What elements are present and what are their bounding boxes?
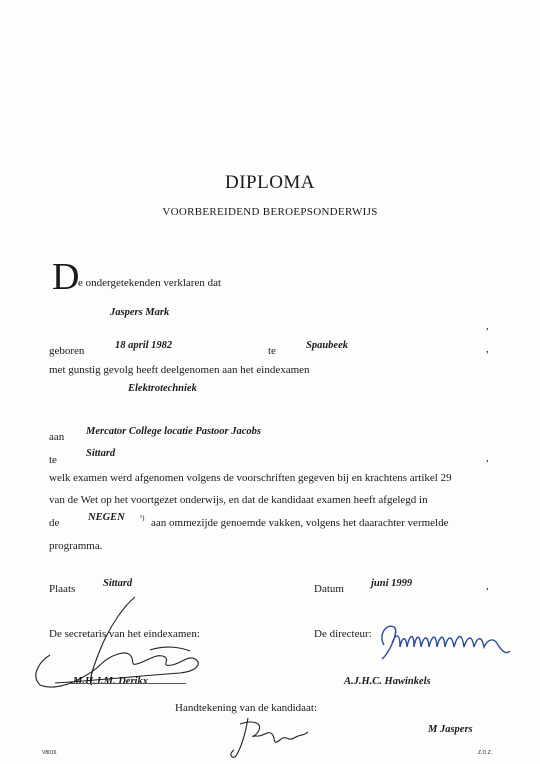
drop-cap: D — [52, 256, 80, 298]
exam-subject: Elektrotechniek — [128, 383, 197, 394]
turn-over: Z.O.Z. — [478, 750, 493, 756]
date-label: Datum — [314, 583, 344, 595]
diploma-subtitle: VOORBEREIDEND BEROEPSONDERWIJS — [162, 206, 378, 218]
director-label: De directeur: — [314, 628, 372, 640]
exam-sentence: met gunstig gevolg heeft deelgenomen aan het eindexamen — [49, 364, 310, 376]
form-code: V8016 — [42, 750, 57, 756]
school-label: aan — [49, 431, 65, 443]
school-city: Sittard — [86, 448, 116, 459]
candidate-name: Jaspers Mark — [110, 307, 170, 318]
birth-place-label: te — [268, 345, 276, 357]
secretary-label: De secretaris van het eindexamen: — [49, 628, 200, 640]
place-label: Plaats — [49, 583, 76, 595]
birth-label: geboren — [49, 345, 85, 357]
place-value: Sittard — [103, 578, 133, 589]
diploma-title: DIPLOMA — [224, 172, 316, 193]
date-value: juni 1999 — [371, 578, 413, 589]
subjects-label: de — [49, 517, 60, 529]
candidate-signature — [228, 716, 318, 761]
comma-2: , — [486, 343, 489, 355]
intro-text: e ondergetekenden verklaren dat — [78, 277, 222, 289]
birth-date: 18 april 1982 — [115, 340, 173, 351]
subjects-footnote: ¹) — [140, 514, 145, 522]
director-name: A.J.H.C. Hawinkels — [344, 676, 431, 687]
candidate-printed-name: M Jaspers — [428, 724, 473, 735]
school-name: Mercator College locatie Pastoor Jacobs — [86, 426, 261, 437]
director-signature — [374, 615, 519, 670]
body-line-1: welk examen werd afgenomen volgens de voorschriften gegeven bij en krachtens artikel 29 — [49, 472, 452, 484]
comma-3: , — [486, 452, 489, 464]
school-city-label: te — [49, 454, 57, 466]
birth-place: Spaubeek — [306, 340, 348, 351]
comma-4: , — [486, 580, 489, 592]
subjects-text: aan ommezijde genoemde vakken, volgens het daarachter vermelde — [151, 517, 449, 529]
candidate-signature-label: Handtekening van de kandidaat: — [175, 702, 318, 714]
comma-1: , — [486, 320, 489, 332]
secretary-name: M.H.J.M. Derikx — [73, 676, 148, 687]
subjects-count: NEGEN — [88, 512, 125, 523]
body-line-2: van de Wet op het voortgezet onderwijs, en dat de kandidaat examen heeft afgelegd in — [49, 494, 428, 506]
subjects-last-line: programma. — [49, 540, 103, 552]
